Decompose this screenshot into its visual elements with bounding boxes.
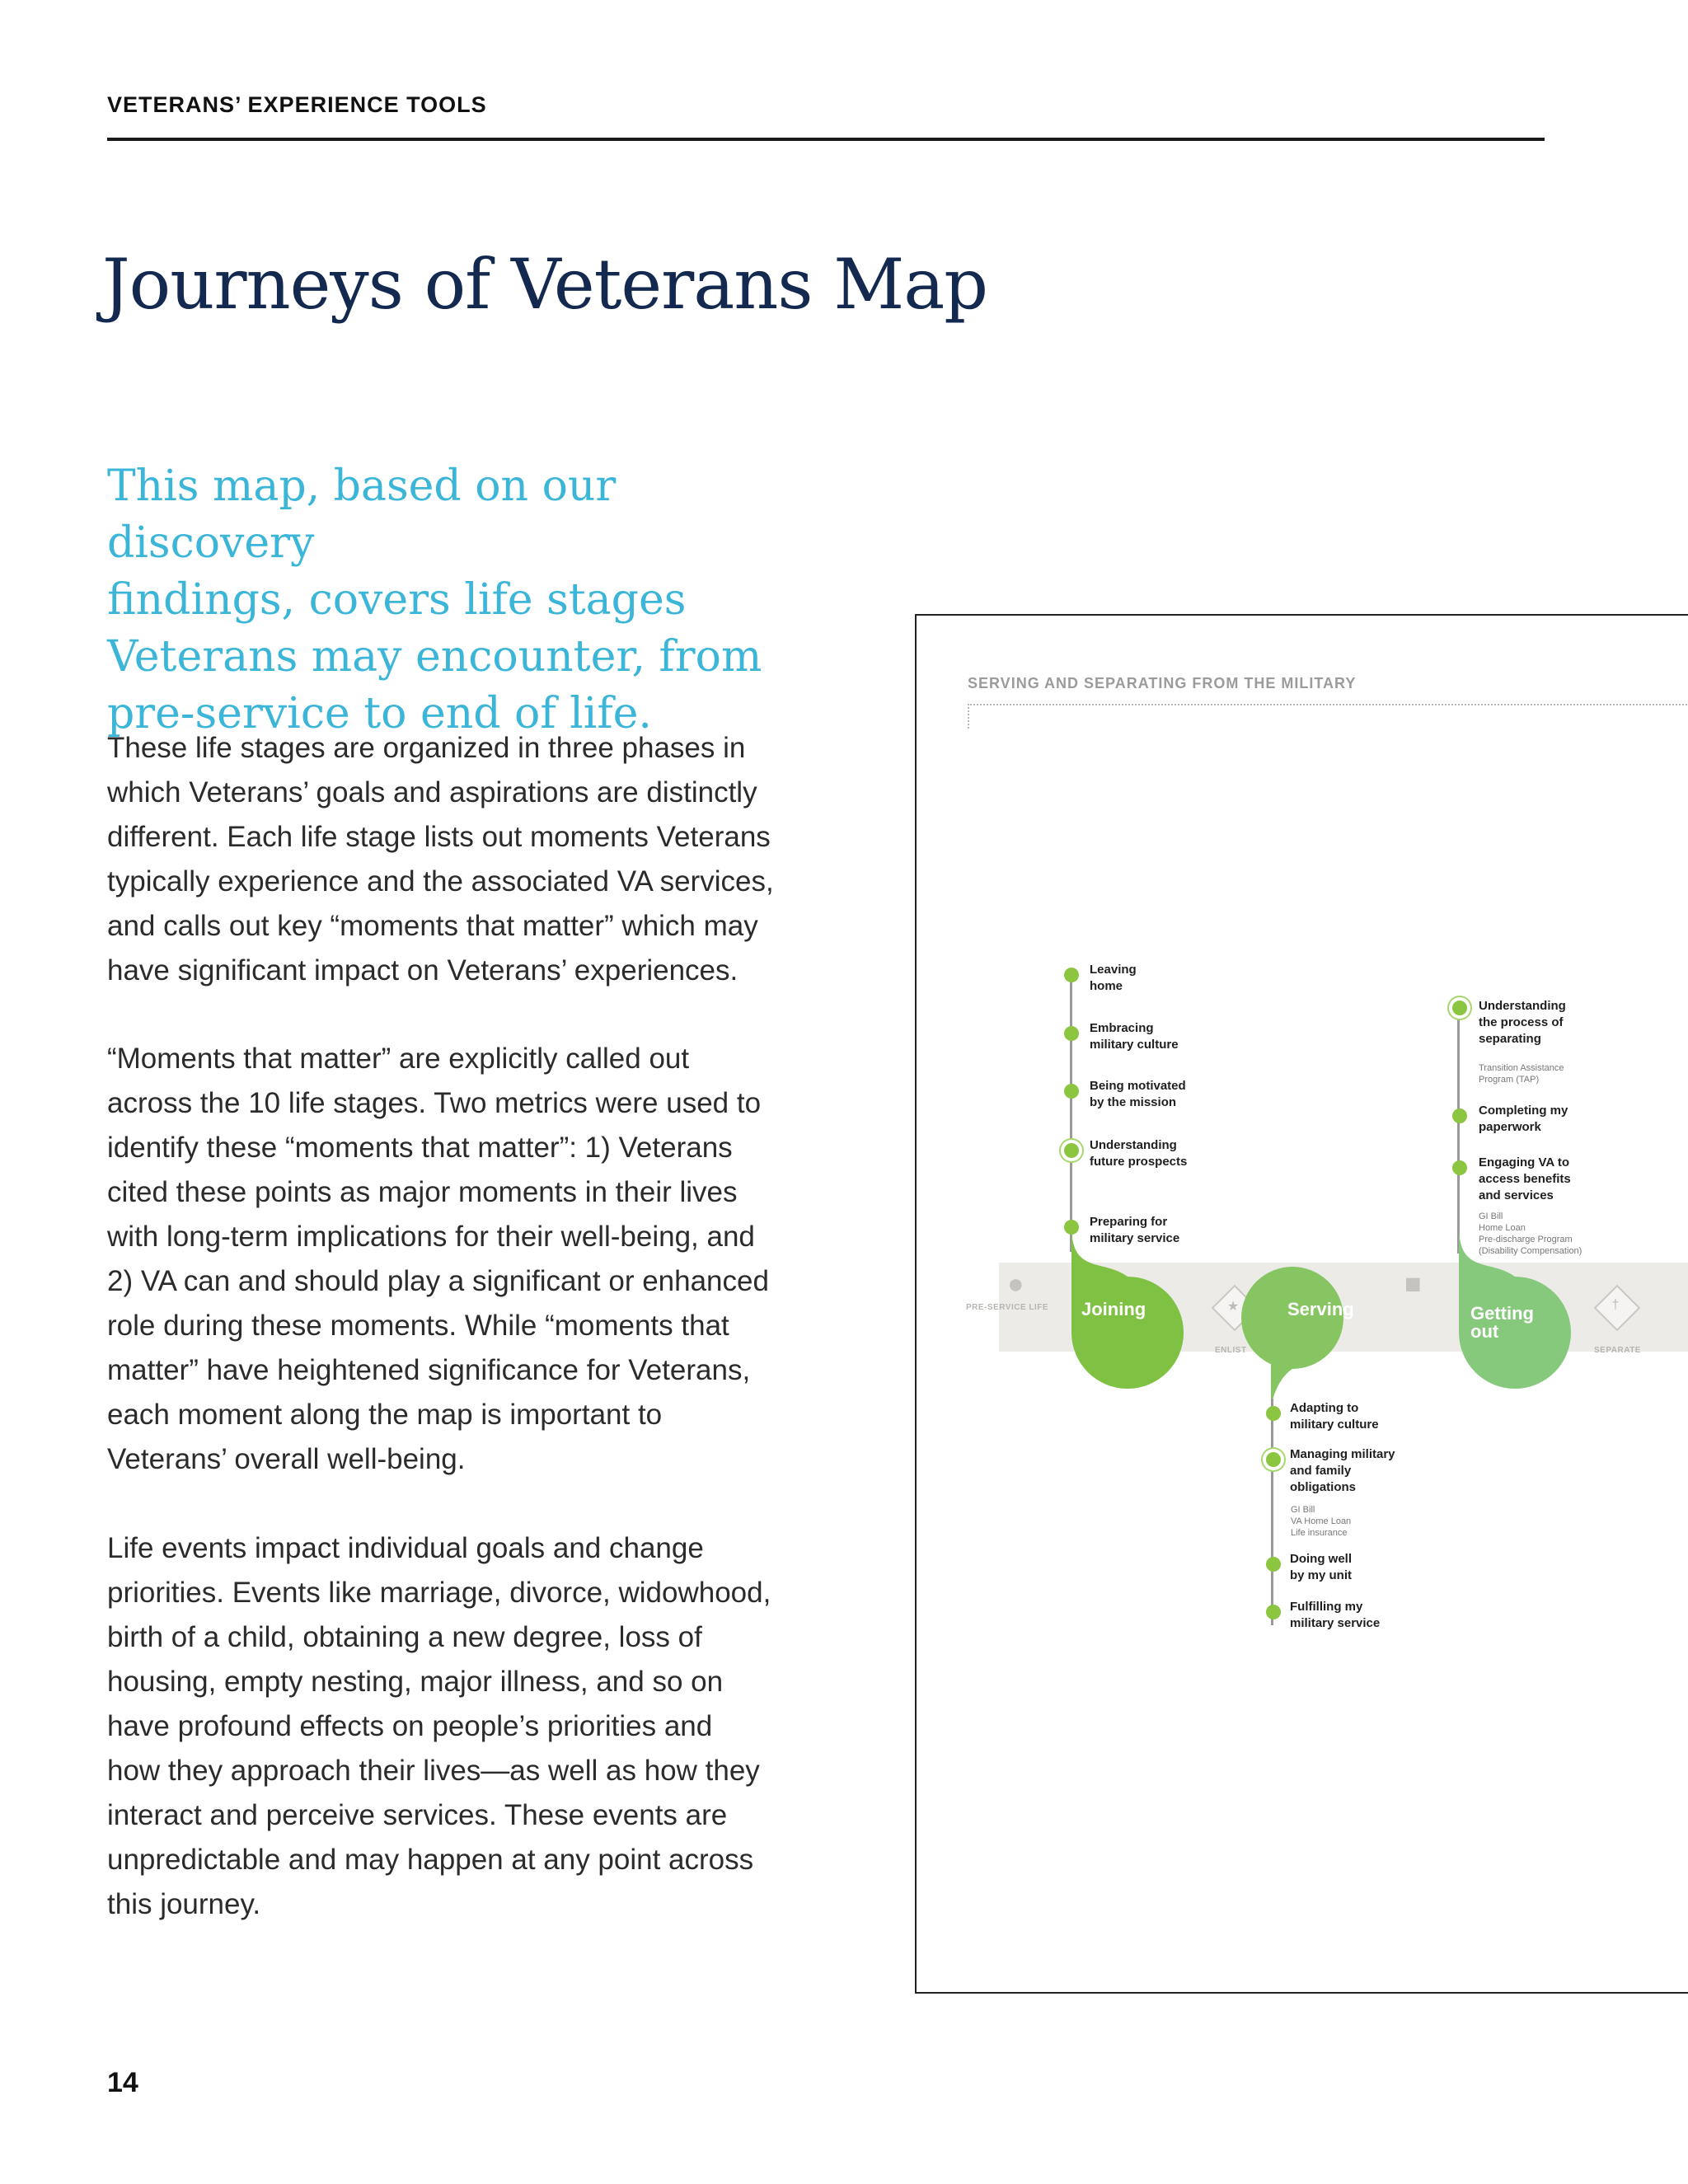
body-line: interact and perceive services. These events are: [107, 1799, 728, 1831]
moment-text: Engaging VA to: [1479, 1155, 1569, 1169]
moment-completing-paperwork: [1479, 1103, 1568, 1136]
lead-line: pre-service to end of life.: [107, 689, 652, 738]
body-paragraph-3: [107, 1526, 771, 1927]
body-line: identify these “moments that matter”: 1) Veterans: [107, 1132, 733, 1164]
lead-line: findings, covers life stages: [107, 575, 687, 625]
moment-dot: [1452, 1160, 1467, 1175]
moment-text: Embracing: [1090, 1021, 1154, 1035]
body-line: matter” have heightened significance for Veterans,: [107, 1354, 751, 1386]
moment-text: Understanding: [1479, 999, 1566, 1013]
running-header: VETERANS’ EXPERIENCE TOOLS: [107, 92, 487, 117]
moment-text: military service: [1290, 1616, 1381, 1630]
moment-dot: [1266, 1605, 1281, 1619]
moment-text: Adapting to: [1290, 1401, 1359, 1415]
serving-services: [1291, 1504, 1351, 1539]
stage-text: Getting: [1470, 1303, 1534, 1324]
service-text: Life insurance: [1291, 1528, 1348, 1538]
moment-fulfilling: [1290, 1599, 1380, 1632]
body-line: this journey.: [107, 1888, 261, 1920]
service-text: Home Loan: [1479, 1223, 1526, 1233]
moment-dot: [1064, 968, 1079, 982]
body-paragraph-2: [107, 1037, 769, 1482]
body-line: cited these points as major moments in their lives: [107, 1176, 738, 1208]
stage-getting-out: [1470, 1305, 1534, 1341]
joining-line: [1070, 972, 1072, 1252]
map-section-title: SERVING AND SEPARATING FROM THE MILITARY: [968, 675, 1357, 691]
getting-out-services: [1479, 1211, 1582, 1257]
moment-embracing-culture: [1090, 1020, 1179, 1053]
body-line: role during these moments. While “moments that: [107, 1310, 729, 1342]
getting-out-line: [1457, 1006, 1460, 1254]
body-line: “Moments that matter” are explicitly called out: [107, 1043, 690, 1075]
moment-text: home: [1090, 979, 1123, 993]
service-text: VA Home Loan: [1291, 1516, 1352, 1526]
moment-dot: [1266, 1406, 1281, 1421]
body-line: each moment along the map is important to: [107, 1399, 663, 1431]
moment-text: paperwork: [1479, 1120, 1541, 1134]
moment-text: by my unit: [1290, 1568, 1353, 1582]
body-line: unpredictable and may happen at any point across: [107, 1844, 754, 1876]
moment-understanding-separating: [1479, 998, 1566, 1047]
moment-text: separating: [1479, 1032, 1541, 1046]
moment-text: Managing military: [1290, 1447, 1395, 1461]
moment-doing-well: [1290, 1551, 1352, 1584]
moment-dot: [1266, 1557, 1281, 1572]
moment-text: access benefits: [1479, 1172, 1571, 1186]
service-text: (Disability Compensation): [1479, 1246, 1582, 1256]
page-title: Journeys of Veterans Map: [102, 244, 988, 325]
body-line: have profound effects on people’s priorities and: [107, 1710, 713, 1742]
moment-text: and family: [1290, 1464, 1352, 1478]
person-icon: ●: [1007, 1268, 1025, 1300]
moment-text: military culture: [1290, 1418, 1379, 1432]
service-text: Transition Assistance: [1479, 1063, 1564, 1073]
body-line: different. Each life stage lists out moments Veterans: [107, 821, 771, 853]
service-text: GI Bill: [1291, 1505, 1315, 1515]
moment-text: Preparing for: [1090, 1215, 1168, 1229]
body-line: across the 10 life stages. Two metrics were used to: [107, 1087, 762, 1119]
body-line: These life stages are organized in three phases in: [107, 732, 746, 764]
service-text: GI Bill: [1479, 1212, 1503, 1221]
body-line: housing, empty nesting, major illness, and so on: [107, 1666, 724, 1698]
stage-joining: Joining: [1081, 1299, 1146, 1319]
moment-future-prospects: [1090, 1137, 1187, 1170]
star-icon: ★: [1226, 1300, 1240, 1314]
moment-text: by the mission: [1090, 1095, 1177, 1109]
pre-service-label: PRE-SERVICE LIFE: [966, 1303, 1049, 1312]
body-line: have significant impact on Veterans’ experiences.: [107, 954, 738, 987]
stage-serving: Serving: [1287, 1299, 1354, 1319]
section-bracket-tick: [968, 704, 969, 729]
moment-text: Understanding: [1090, 1138, 1177, 1152]
body-line: how they approach their lives—as well as how they: [107, 1755, 760, 1787]
moment-that-matters-dot: [1064, 1143, 1079, 1158]
lead-line: This map, based on our discovery: [107, 462, 617, 568]
body-line: Veterans’ overall well-being.: [107, 1443, 466, 1475]
moment-text: Completing my: [1479, 1104, 1568, 1118]
service-text: Program (TAP): [1479, 1075, 1540, 1085]
journey-map-panel: [915, 614, 1688, 1994]
moment-text: military culture: [1090, 1038, 1179, 1052]
moment-dot: [1064, 1026, 1079, 1041]
lead-paragraph: [107, 458, 816, 743]
moment-preparing: [1090, 1214, 1179, 1247]
moment-engaging-va: [1479, 1155, 1571, 1204]
section-bracket: [968, 704, 1688, 705]
moment-text: future prospects: [1090, 1155, 1188, 1169]
moment-text: military service: [1090, 1231, 1180, 1245]
header-rule: [107, 138, 1545, 141]
body-line: Life events impact individual goals and change: [107, 1532, 704, 1564]
body-paragraph-1: [107, 726, 774, 993]
moment-text: Being motivated: [1090, 1079, 1186, 1093]
service-text: Pre-discharge Program: [1479, 1235, 1573, 1244]
body-line: typically experience and the associated VA services,: [107, 865, 774, 898]
getting-out-services-tap: [1479, 1062, 1564, 1085]
moment-text: the process of: [1479, 1015, 1564, 1029]
moment-dot: [1064, 1220, 1079, 1235]
moment-text: obligations: [1290, 1480, 1356, 1494]
body-line: 2) VA can and should play a significant or enhanced: [107, 1265, 769, 1297]
body-line: birth of a child, obtaining a new degree, loss of: [107, 1621, 702, 1653]
moment-leaving-home: [1090, 962, 1137, 995]
serving-line: [1271, 1399, 1273, 1625]
page-number: 14: [107, 2067, 138, 2098]
lead-line: Veterans may encounter, from: [107, 632, 762, 682]
moment-text: Doing well: [1290, 1552, 1352, 1566]
flag-icon: †: [1611, 1298, 1620, 1312]
stage-text: out: [1470, 1321, 1499, 1342]
separate-label: SEPARATE: [1594, 1346, 1641, 1355]
body-line: priorities. Events like marriage, divorce, widowhood,: [107, 1577, 771, 1609]
moment-that-matters-dot: [1266, 1452, 1281, 1467]
moment-text: Leaving: [1090, 963, 1137, 977]
body-line: which Veterans’ goals and aspirations are distinctly: [107, 776, 757, 808]
moment-dot: [1064, 1084, 1079, 1099]
moment-text: Fulfilling my: [1290, 1600, 1363, 1614]
moment-managing-obligations: [1290, 1446, 1395, 1496]
body-line: and calls out key “moments that matter” which may: [107, 910, 758, 942]
moment-that-matters-dot: [1452, 1001, 1467, 1015]
moment-adapting: [1290, 1400, 1379, 1433]
body-line: with long-term implications for their well-being, and: [107, 1221, 755, 1253]
enlist-label: ENLIST: [1215, 1346, 1247, 1355]
moment-text: and services: [1479, 1188, 1554, 1202]
moment-motivated: [1090, 1078, 1186, 1111]
moment-dot: [1452, 1108, 1467, 1123]
veteran-icon: ■: [1404, 1268, 1422, 1300]
